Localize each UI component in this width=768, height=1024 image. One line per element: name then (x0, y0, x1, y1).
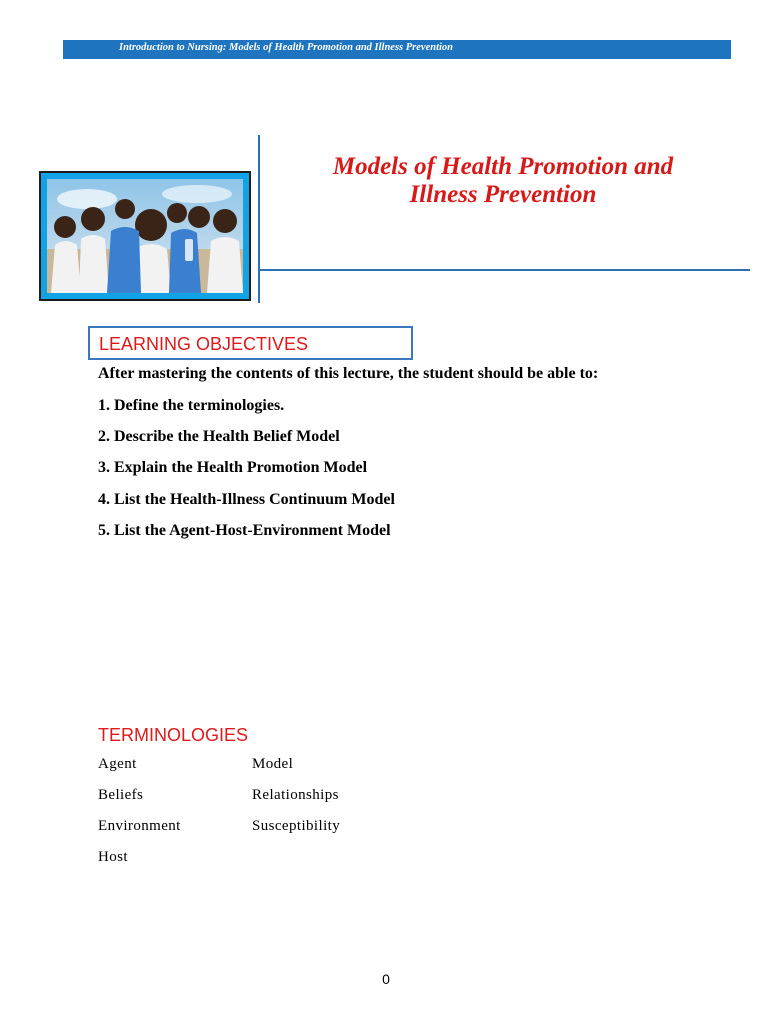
term-item: Relationships (252, 787, 339, 803)
term-item: Host (98, 849, 128, 865)
vertical-rule (258, 135, 260, 303)
term-item: Environment (98, 818, 181, 834)
objective-item: 2. Describe the Health Belief Model (98, 428, 340, 445)
term-item: Agent (98, 756, 137, 772)
learning-objectives-box (88, 326, 413, 360)
objective-item: 1. Define the terminologies. (98, 397, 285, 414)
objective-item: 4. List the Health-Illness Continuum Model (98, 491, 395, 508)
learning-objectives-heading: LEARNING OBJECTIVES (99, 334, 309, 354)
header-title: Introduction to Nursing: Models of Health Promotion and Illness Prevention (119, 42, 454, 53)
objective-item: 3. Explain the Health Promotion Model (98, 459, 368, 476)
page-number: 0 (382, 971, 390, 987)
horizontal-rule (258, 269, 750, 271)
page-title (268, 153, 738, 209)
page-title-line-1: Models of Health Promotion and (332, 153, 674, 180)
term-item: Susceptibility (252, 818, 341, 834)
children-photo (39, 171, 251, 301)
header-bar (63, 40, 731, 59)
term-item: Beliefs (98, 787, 144, 803)
objective-item: 5. List the Agent-Host-Environment Model (98, 522, 391, 539)
terminologies-heading: TERMINOLOGIES (98, 725, 249, 745)
learning-objectives-intro: After mastering the contents of this lecture, the student should be able to: (98, 365, 599, 382)
page-title-line-2: Illness Prevention (409, 181, 597, 208)
children-photo-image (47, 179, 243, 293)
term-item: Model (252, 756, 294, 772)
